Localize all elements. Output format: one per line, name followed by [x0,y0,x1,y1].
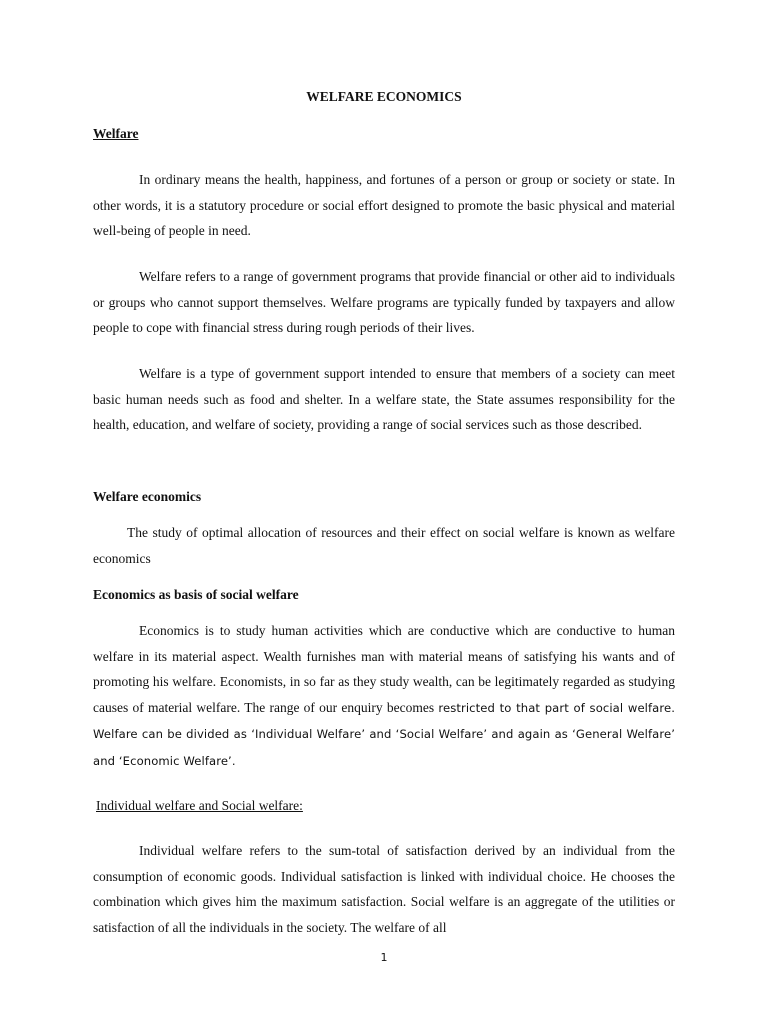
heading-welfare: Welfare [93,126,139,141]
heading-welfare-economics: Welfare economics [93,489,202,504]
page-number: 1 [380,951,388,964]
heading-individual-social-welfare: Individual welfare and Social welfare: [96,798,303,813]
document-title: WELFARE ECONOMICS [306,89,462,104]
paragraph-economics-basis-continuation: restricted to that part of social welfare. Welfare can be divided as ‘Individual Welfare’ and ‘Social Welfare’ and again as ‘General Welfare’ and ‘Economic Welfare’. [93,700,676,768]
paragraph-welfare-support: Welfare is a type of government support intended to ensure that members of a society can meet basic human needs such as food and shelter. In a welfare state, the State assumes responsibility for the health, education, and welfare of society, providing a range of social services such as those described. [93,366,675,433]
paragraph-economics-basis: Economics is to study human activities which are conductive which are conductive to human welfare in its material aspect. Wealth furnishes man with material means of satisfying his wants and of promoting his welfare. Economists, in so far as they study wealth, can be legitimately regarded as studying causes of material welfare. The range of our enquiry becomes restricted to that part of social welfare. Welfare can be divided as ‘Individual Welfare’ and ‘Social Welfare’ and again as ‘General Welfare’ and ‘Economic Welfare’. [93,623,676,768]
paragraph-welfare-programs: Welfare refers to a range of government programs that provide financial or other aid to individuals or groups who cannot support themselves. Welfare programs are typically funded by taxpayers and allow people to cope with financial stress during rough periods of their lives. [93,269,675,336]
paragraph-individual-welfare: Individual welfare refers to the sum-total of satisfaction derived by an individual from the consumption of economic goods. Individual satisfaction is linked with individual choice. He chooses the combination which gives him the maximum satisfaction. Social welfare is an aggregate of the utilities or satisfaction of all the individuals in the society. The welfare of all [93,843,675,935]
heading-economics-basis: Economics as basis of social welfare [93,587,299,602]
paragraph-welfare-definition: In ordinary means the health, happiness, and fortunes of a person or group or society or state. In other words, it is a statutory procedure or social effort designed to promote the basic physical and material well-being of people in need. [93,172,675,239]
paragraph-welfare-economics-definition: The study of optimal allocation of resources and their effect on social welfare is known as welfare economics [93,525,675,566]
